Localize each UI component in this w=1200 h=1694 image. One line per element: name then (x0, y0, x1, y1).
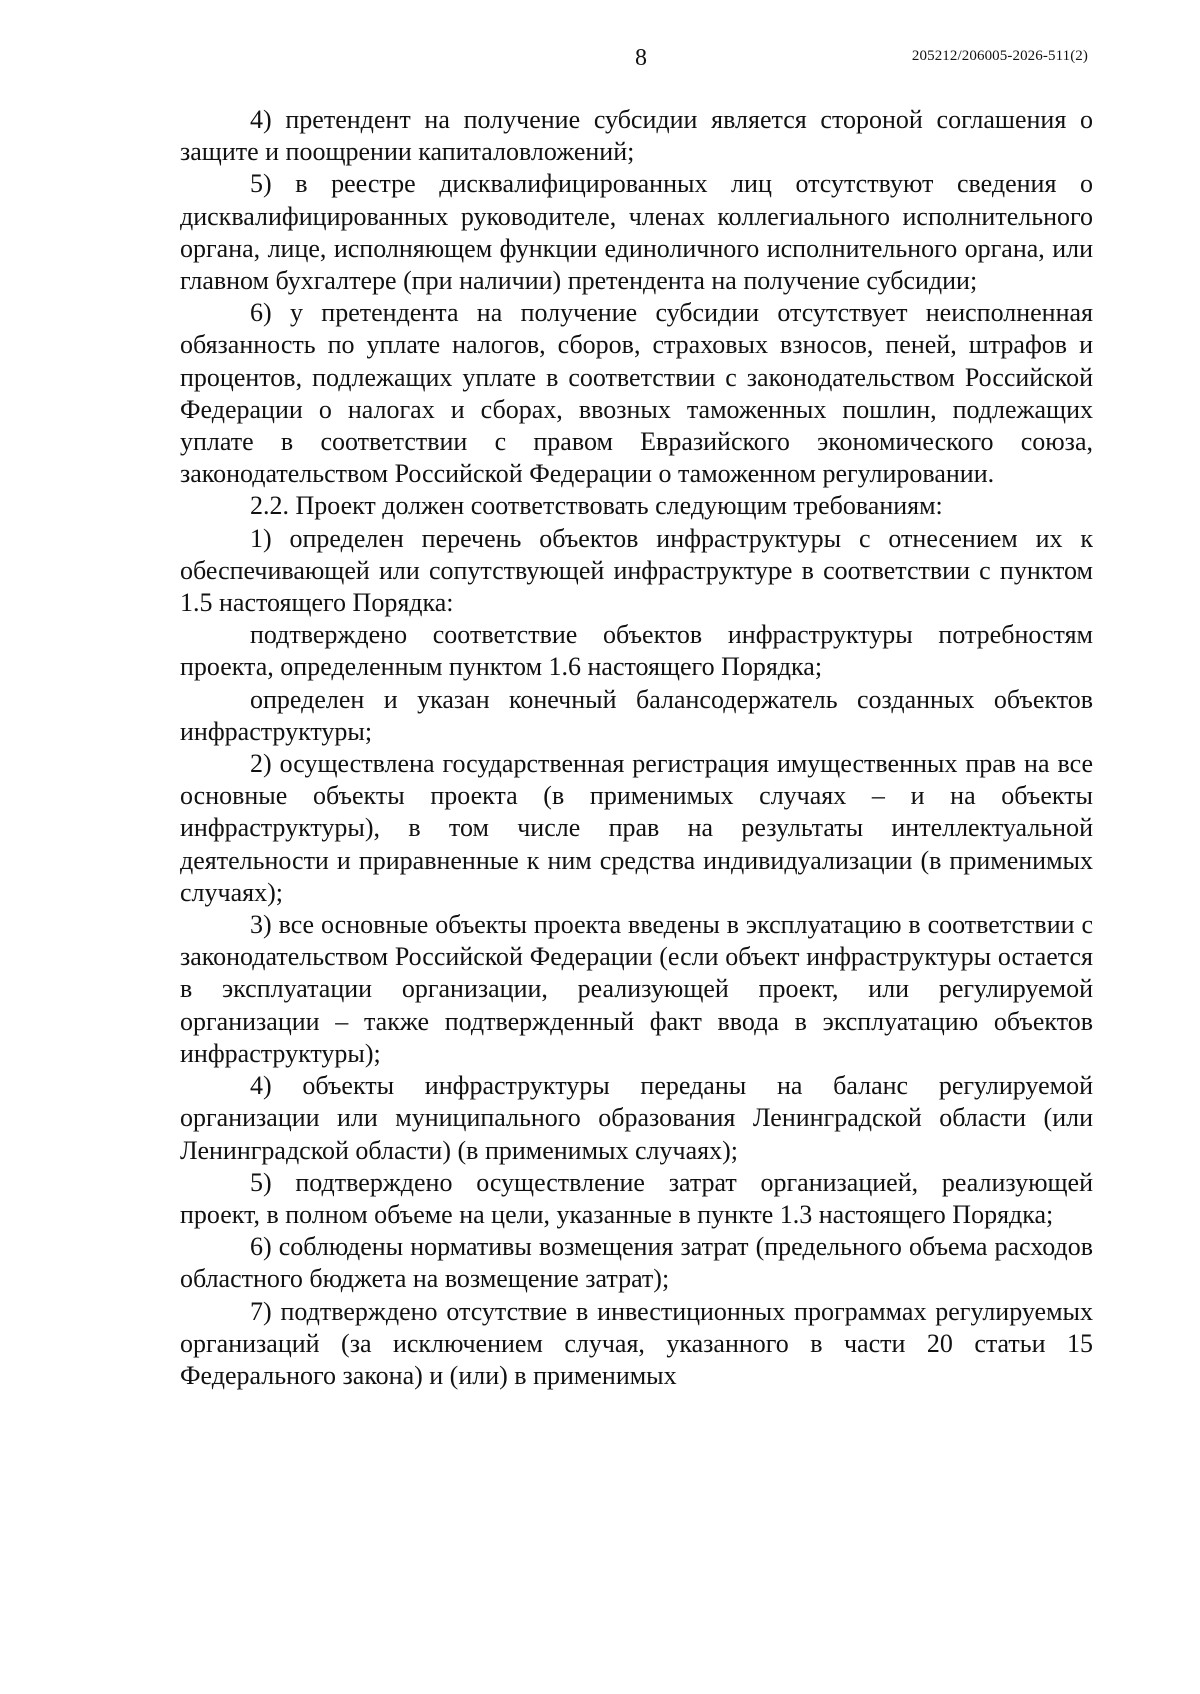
document-code: 205212/206005-2026-511(2) (911, 48, 1088, 64)
requirement-1: 1) определен перечень объектов инфраструктуры с отнесением их к обеспечивающей или сопутствующей инфраструктуре в соответствии с пунктом 1.5 настоящего Порядка: (180, 523, 1093, 618)
requirement-6: 6) соблюдены нормативы возмещения затрат (предельного объема расходов областного бюджета на возмещение затрат); (180, 1232, 1093, 1294)
requirement-5: 5) подтверждено осуществление затрат организацией, реализующей проект, в полном объеме на цели, указанные в пункте 1.3 настоящего Порядка; (180, 1167, 1093, 1229)
requirement-3: 3) все основные объекты проекта введены в эксплуатацию в соответствии с законодательством Российской Федерации (если объект инфраструктуры остается в эксплуатации организации, реализующей проект, или регулируемой организации – также подтвержденный факт ввода в эксплуатацию объектов инфраструктуры); (180, 910, 1093, 1068)
section-2-2-heading: 2.2. Проект должен соответствовать следующим требованиям: (250, 491, 943, 521)
paragraph-item-6: 6) у претендента на получение субсидии отсутствует неисполненная обязанность по уплате налогов, сборов, страховых взносов, пеней, штрафов и процентов, подлежащих уплате в соответствии с законодательством Российской Федерации о налогах и сборах, ввозных таможенных пошлин, подлежащих уплате в соответствии с правом Евразийского экономического союза, законодательством Российской Федерации о таможенном регулировании. (180, 298, 1093, 489)
paragraph-item-4: 4) претендент на получение субсидии является стороной соглашения о защите и поощрении капиталовложений; (180, 105, 1093, 167)
paragraph-item-5: 5) в реестре дисквалифицированных лиц отсутствуют сведения о дисквалифицированных руководителе, членах коллегиального исполнительного органа, лице, исполняющем функции единоличного исполнительного органа, или главном бухгалтере (при наличии) претендента на получение субсидии; (180, 169, 1093, 296)
document-body (180, 104, 1093, 1392)
requirement-2: 2) осуществлена государственная регистрация имущественных прав на все основные объекты проекта (в применимых случаях – и на объекты инфраструктуры), в том числе прав на результаты интеллектуальной деятельности и приравненные к ним средства индивидуализации (в применимых случаях); (180, 749, 1093, 907)
requirement-7: 7) подтверждено отсутствие в инвестиционных программах регулируемых организаций (за исключением случая, указанного в части 20 статьи 15 Федерального закона) и (или) в применимых (180, 1296, 1093, 1390)
page-number: 8 (635, 45, 647, 71)
requirement-1-sub-a: подтверждено соответствие объектов инфраструктуры потребностям проекта, определенным пунктом 1.6 настоящего Порядка; (180, 620, 1093, 682)
requirement-4: 4) объекты инфраструктуры переданы на баланс регулируемой организации или муниципального образования Ленинградской области (или Ленинградской области) (в применимых случаях); (180, 1071, 1093, 1165)
requirement-1-sub-b: определен и указан конечный балансодержатель созданных объектов инфраструктуры; (180, 684, 1093, 746)
